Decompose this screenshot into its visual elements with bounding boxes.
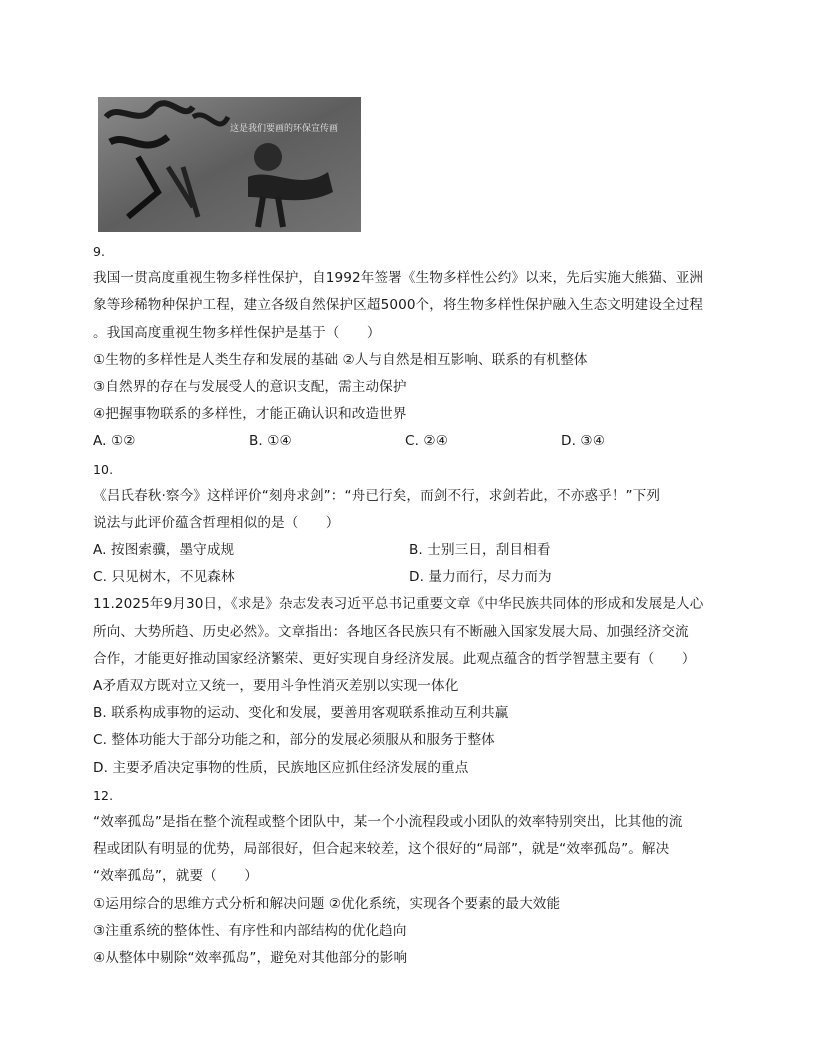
- question-10: [93, 456, 733, 592]
- photo-illustration: [98, 97, 361, 232]
- question-list: [93, 238, 733, 972]
- question-stem-line: 《吕氏春秋·察今》这样评价“刻舟求剑”：“舟已行矣，而剑不行，求剑若此，不亦惑乎！”下列: [93, 487, 661, 504]
- statement-item: ①运用综合的思维方式分析和解决问题 ②优化系统，实现各个要素的最大效能: [93, 895, 561, 912]
- statement-item: ③注重系统的整体性、有序性和内部结构的优化趋向: [93, 922, 407, 939]
- option-a[interactable]: A. 按图索骥，墨守成规: [93, 542, 235, 559]
- option-c[interactable]: C. ②④: [405, 433, 449, 450]
- question-12: [93, 782, 733, 972]
- photo-caption: 这是我们要画的环保宣传画: [230, 124, 339, 134]
- answer-options: [93, 537, 733, 564]
- question-number: 10.: [93, 461, 114, 477]
- statement-item: ①生物的多样性是人类生存和发展的基础 ②人与自然是相互影响、联系的有机整体: [93, 351, 588, 368]
- answer-options: [93, 428, 733, 455]
- statement-item: ③自然界的存在与发展受人的意识支配，需主动保护: [93, 378, 407, 395]
- question-stem-line: “效率孤岛”，就要（ ）: [93, 868, 258, 885]
- question-stem-line: 合作，才能更好推动国家经济繁荣、更好实现自身经济发展。此观点蕴含的哲学智慧主要有（ ）: [93, 650, 696, 667]
- question-number: 9.: [93, 244, 106, 259]
- option-c[interactable]: C. 只见树木，不见森林: [93, 569, 235, 586]
- question-stem-line: 象等珍稀物种保护工程，建立各级自然保护区超5000个，将生物多样性保护融入生态文明建设全过程: [93, 297, 704, 314]
- statement-item: ④把握事物联系的多样性，才能正确认识和改造世界: [93, 406, 407, 423]
- question-stem-line: 说法与此评价蕴含哲理相似的是（ ）: [93, 514, 340, 531]
- question-stem-line: 所向、大势所趋、历史必然》。文章指出：各地区各民族只有不断融入国家发展大局、加强经济交流: [93, 623, 689, 640]
- question-number: 12.: [93, 787, 114, 803]
- option-d[interactable]: D. 主要矛盾决定事物的性质，民族地区应抓住经济发展的重点: [93, 759, 469, 776]
- option-d[interactable]: D. ③④: [561, 433, 605, 450]
- option-b[interactable]: B. ①④: [249, 433, 292, 450]
- question-stem-line: 程或团队有明显的优势，局部很好，但合起来较差，这个很好的“局部”，就是“效率孤岛”。解决: [93, 841, 670, 858]
- question-stem-line: 。我国高度重视生物多样性保护是基于（ ）: [93, 324, 381, 341]
- propaganda-photo: [98, 97, 361, 232]
- statement-item: ④从整体中剔除“效率孤岛”，避免对其他部分的影响: [93, 949, 408, 966]
- question-stem-line: “效率孤岛”是指在整个流程或整个团队中，某一个小流程段或小团队的效率特别突出，比其他的流: [93, 813, 683, 830]
- option-b[interactable]: B. 联系构成事物的运动、变化和发展，要善用客观联系推动互利共赢: [93, 705, 509, 722]
- option-a[interactable]: A. ①②: [93, 433, 136, 450]
- option-b[interactable]: B. 士别三日，刮目相看: [409, 542, 551, 559]
- question-9: [93, 238, 733, 456]
- question-stem-line: 我国一贯高度重视生物多样性保护，自1992年签署《生物多样性公约》以来，先后实施大熊猫、亚洲: [93, 270, 704, 287]
- answer-options: [93, 564, 733, 591]
- option-a[interactable]: A矛盾双方既对立又统一，要用斗争性消灭差别以实现一体化: [93, 678, 459, 694]
- option-d[interactable]: D. 量力而行，尽力而为: [409, 569, 552, 586]
- question-11: [93, 591, 733, 781]
- option-c[interactable]: C. 整体功能大于部分功能之和，部分的发展必须服从和服务于整体: [93, 732, 495, 749]
- question-stem-line: 11.2025年9月30日，《求是》杂志发表习近平总书记重要文章《中华民族共同体的形成和发展是人心: [93, 596, 704, 613]
